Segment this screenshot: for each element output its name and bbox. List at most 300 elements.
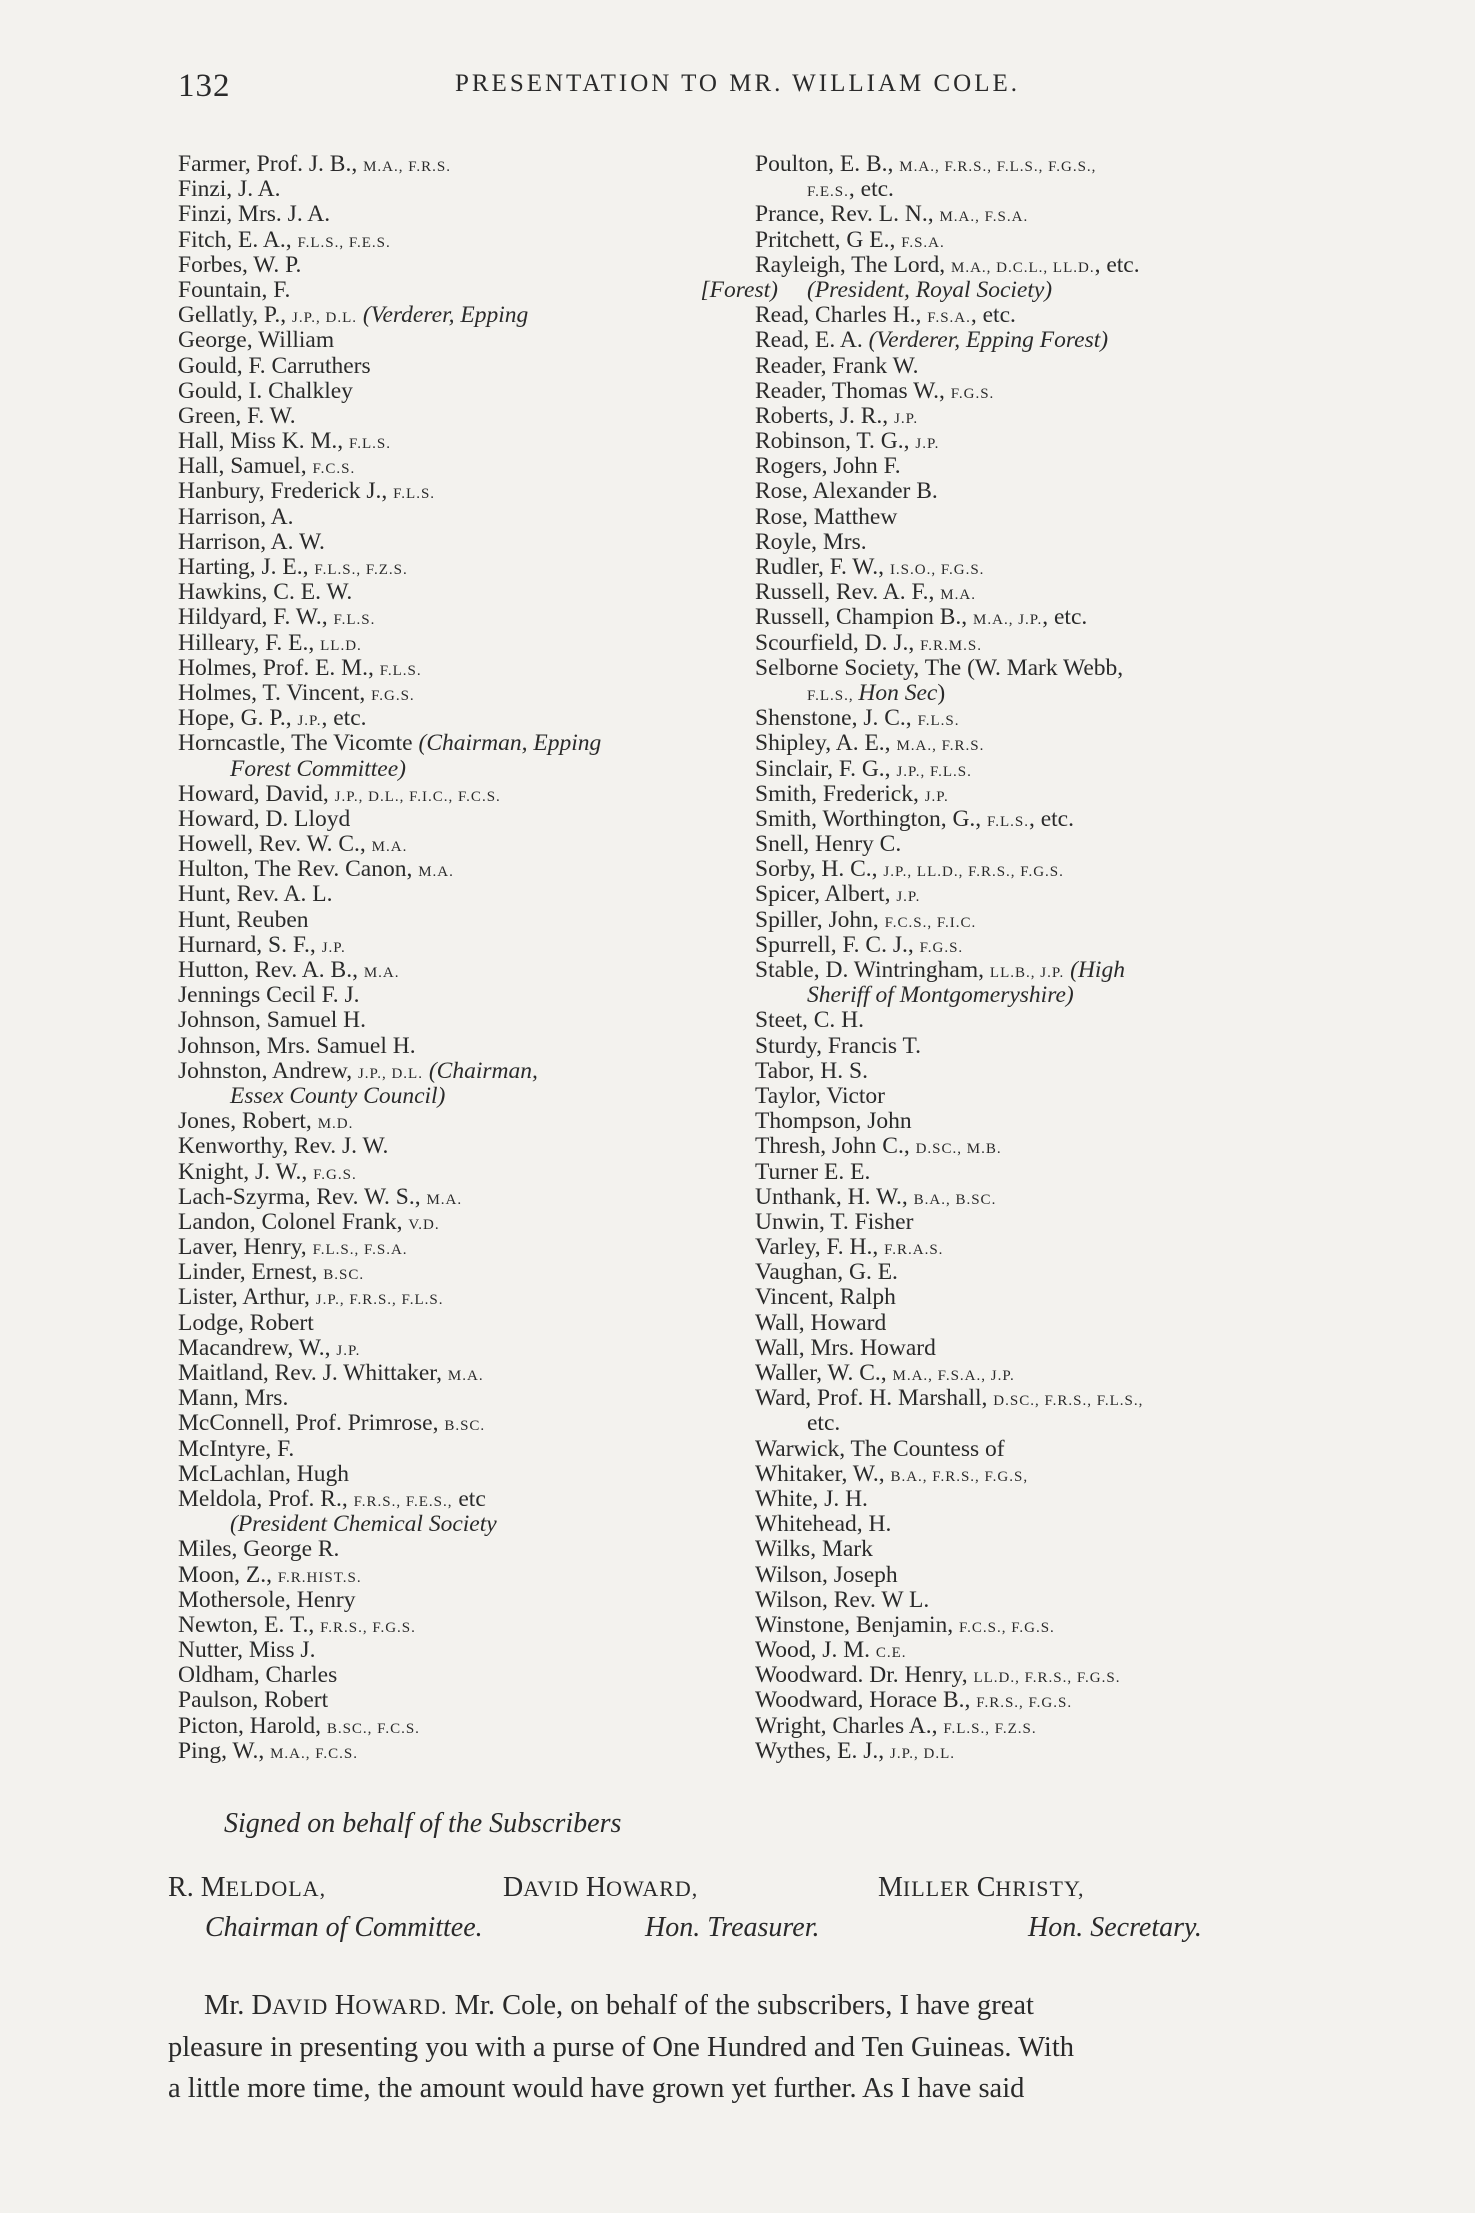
subscriber-entry [178,958,778,983]
subscriber-entry [755,1285,1315,1310]
subscriber-entry [755,933,1315,958]
subscriber-qualifications: D.SC., F.R.S., F.L.S., [993,1393,1144,1410]
subscriber-qualifications: F.L.S. [987,813,1029,830]
subscriber-entry [755,379,1315,404]
subscriber-entry [755,1437,1315,1462]
subscriber-entry [755,479,1315,504]
subscriber-qualifications: M.A. [426,1191,463,1208]
subscriber-entry [755,807,1315,832]
subscriber-entry [755,354,1315,379]
subscriber-entry [755,605,1315,630]
subscriber-name: Wood, J. M. [755,1637,876,1664]
subscriber-qualifications: M.A., F.S.A., J.P. [892,1368,1015,1384]
subscriber-name: Fountain, F. [178,276,291,303]
subscriber-suffix: ) [937,679,946,706]
subscriber-entry [755,1638,1315,1663]
subscriber-name: Farmer, Prof. J. B., [178,151,364,177]
subscriber-entry [178,1134,778,1159]
subscriber-entry [755,1588,1315,1613]
signatory-role-secretary: Hon. Secretary. [1028,1912,1202,1943]
subscriber-note: Forest Committee) [230,755,406,782]
subscriber-name: Meldola, Prof. R., [178,1485,354,1512]
subscriber-name: Gould, F. Carruthers [178,352,371,379]
subscriber-name: Hall, Miss K. M., [178,428,350,455]
subscriber-qualifications: F.S.A. [901,234,945,251]
subscriber-entry [178,555,778,580]
subscriber-name: Harrison, A. [178,503,294,530]
running-title: PRESENTATION TO MR. WILLIAM COLE. [454,70,1021,97]
subscriber-entry [178,228,778,253]
subscriber-entry [178,1210,778,1235]
subscriber-name: Royle, Mrs. [755,528,867,555]
subscriber-entry [178,177,778,202]
subscriber-entry [755,882,1315,907]
subscriber-name: Ward, Prof. H. Marshall, [755,1385,994,1412]
subscriber-entry [178,1311,778,1336]
subscriber-name: Taylor, Victor [755,1082,886,1109]
subscriber-entry [755,757,1315,782]
subscriber-name: Unthank, H. W., [755,1183,914,1210]
subscriber-entry [755,429,1315,454]
subscriber-suffix: , etc. [970,302,1016,329]
subscriber-name: Gellatly, P., [178,302,293,329]
subscriber-suffix: , etc. [321,705,367,732]
subscriber-name: Woodward. Dr. Henry, [755,1662,974,1689]
subscriber-name: Rose, Matthew [755,503,898,530]
subscriber-name: Robinson, T. G., [755,428,916,455]
subscriber-name: Shenstone, J. C., [755,705,918,732]
subscriber-entry [755,782,1315,807]
subscriber-name: Wilks, Mark [755,1536,873,1563]
subscriber-entry [755,152,1315,177]
subscriber-name: Wythes, E. J., [755,1737,890,1764]
subscriber-entry [178,1285,778,1310]
subscriber-name: Thompson, John [755,1108,912,1135]
subscriber-note: Sheriff of Montgomeryshire) [807,982,1074,1009]
subscriber-qualifications: J.P., D.L., F.I.C., F.C.S. [334,788,501,805]
subscriber-note: (Chairman, Epping [418,730,602,757]
subscriber-name: Hildyard, F. W., [178,604,334,631]
subscriber-name: Fitch, E. A., [178,226,298,253]
subscriber-name: Wilson, Joseph [755,1561,898,1588]
subscriber-suffix: , etc. [1094,251,1140,278]
subscriber-entry [178,1109,778,1134]
subscriber-entry [178,1613,778,1638]
subscriber-entry [178,908,778,933]
subscriber-entry [755,505,1315,530]
subscriber-entry [755,731,1315,756]
subscriber-entry [178,1160,778,1185]
subscriber-entry [178,731,778,756]
subscriber-entry [755,1311,1315,1336]
subscriber-name: Miles, George R. [178,1536,340,1563]
subscriber-name: Spicer, Albert, [755,881,897,908]
subscriber-entry [178,983,778,1008]
paragraph-line-3: a little more time, the amount would have grown yet further. As I have said [168,2073,1025,2104]
signatory-role-chairman: Chairman of Committee. [205,1912,483,1943]
subscriber-entry [178,152,778,177]
subscriber-qualifications: F.E.S. [807,184,849,201]
subscriber-note: (President, Royal Society) [807,276,1053,303]
subscriber-qualifications: F.R.S., F.G.S. [320,1619,416,1636]
subscriber-entry [178,1386,778,1411]
subscriber-name: Hope, G. P., [178,705,298,732]
subscriber-entry [178,1336,778,1361]
subscriber-entry [755,228,1315,253]
subscriber-entry [755,1109,1315,1134]
paragraph-line-2: pleasure in presenting you with a purse of One Hundred and Ten Guineas. With [168,2032,1075,2063]
subscriber-name: Holmes, T. Vincent, [178,679,372,706]
subscriber-entry [178,1739,778,1764]
subscriber-qualifications: J.P. [894,410,919,427]
subscriber-qualifications: F.R.S., F.E.S., [353,1493,453,1510]
subscriber-qualifications: F.R.HIST.S. [277,1569,362,1586]
subscriber-name: Howard, D. Lloyd [178,805,351,832]
subscriber-entry [755,656,1315,681]
subscriber-name: George, William [178,327,335,354]
subscriber-note: (Verderer, Epping Forest) [868,327,1109,354]
subscriber-name: Oldham, Charles [178,1662,338,1689]
subscriber-name: Holmes, Prof. E. M., [178,654,380,681]
subscriber-name: Laver, Henry, [178,1234,313,1261]
subscriber-name: Warwick, The Countess of [755,1435,1005,1462]
subscriber-entry [178,1411,778,1436]
subscriber-entry [755,1663,1315,1688]
subscriber-name: Russell, Rev. A. F., [755,579,941,606]
subscriber-entry [755,1084,1315,1109]
subscriber-entry [178,1537,778,1562]
subscriber-entry [755,1714,1315,1739]
subscriber-entry [178,580,778,605]
subscriber-suffix: , etc. [848,176,894,203]
subscriber-name: Jennings Cecil F. J. [178,982,360,1009]
subscriber-qualifications: B.SC. [323,1267,365,1284]
subscriber-name: Unwin, T. Fisher [755,1208,914,1235]
subscriber-suffix: , etc. [1028,805,1074,832]
subscriber-entry-continuation [755,177,1315,202]
subscriber-entry [178,933,778,958]
subscriber-entry [755,631,1315,656]
subscriber-name: Reader, Frank W. [755,352,919,379]
subscriber-name: Steet, C. H. [755,1007,865,1034]
subscriber-name: Finzi, Mrs. J. A. [178,201,331,228]
subscriber-name: Wright, Charles A., [755,1712,944,1739]
subscriber-entry [178,656,778,681]
subscriber-note: (Verderer, Epping [357,302,529,329]
subscriber-entry [755,1386,1315,1411]
subscriber-name: Sorby, H. C., [755,856,884,883]
subscriber-entry [178,479,778,504]
subscriber-name: Turner E. E. [755,1158,871,1185]
subscriber-name: Selborne Society, The (W. Mark Webb, [755,654,1124,681]
subscriber-entry [755,1059,1315,1084]
subscriber-name: Gould, I. Chalkley [178,377,353,404]
subscriber-name: Rose, Alexander B. [755,478,938,505]
subscriber-qualifications: M.D. [317,1116,354,1133]
subscriber-qualifications: M.A., F.S.A. [939,209,1029,226]
subscriber-name: Knight, J. W., [178,1158,314,1185]
subscriber-entry [178,454,778,479]
subscriber-qualifications: F.G.S. [950,385,995,402]
subscriber-name: Newton, E. T., [178,1611,321,1638]
subscriber-name: Forbes, W. P. [178,251,302,278]
subscriber-name: Prance, Rev. L. N., [755,201,940,228]
subscriber-name: Lach-Szyrma, Rev. W. S., [178,1183,427,1210]
subscriber-name: Mann, Mrs. [178,1385,289,1412]
subscriber-entry [755,1361,1315,1386]
page-number: 132 [178,68,231,104]
subscriber-name: Whitehead, H. [755,1511,892,1538]
subscriber-entry [755,303,1315,328]
subscriber-name: Landon, Colonel Frank, [178,1208,409,1235]
subscriber-qualifications: J.P. [336,1342,361,1359]
subscriber-name: Lister, Arthur, [178,1284,316,1311]
subscriber-entry [178,328,778,353]
subscriber-name: Green, F. W. [178,402,296,429]
subscriber-entry [178,202,778,227]
subscriber-qualifications: M.A. [371,839,408,856]
subscriber-qualifications: J.P. [924,788,949,805]
subscriber-name: Reader, Thomas W., [755,377,951,404]
subscriber-name: Lodge, Robert [178,1309,314,1336]
subscriber-qualifications: F.G.S. [919,939,964,956]
subscriber-qualifications: M.A. [940,587,976,604]
subscriber-qualifications: M.A., F.R.S. [363,159,452,175]
subscriber-entry [178,605,778,630]
subscriber-entry-continuation [178,1512,778,1537]
subscriber-name: Sinclair, F. G., [755,755,897,782]
subscriber-name: Ping, W., [178,1737,271,1764]
subscriber-name: Hilleary, F. E., [178,629,321,656]
subscriber-qualifications: F.L.S. [333,612,376,629]
subscriber-note: (High [1064,957,1125,983]
subscriber-qualifications: F.G.S. [313,1166,357,1183]
subscriber-name: Wilson, Rev. W L. [755,1586,930,1613]
subscriber-entry [755,328,1315,353]
subscriber-qualifications: M.A., D.C.L., LL.D. [951,259,1095,276]
subscriber-name: Hall, Samuel, [178,453,313,480]
subscriber-entry [178,1563,778,1588]
subscriber-name: McLachlan, Hugh [178,1460,349,1487]
signatory-name-howard: DAVID HOWARD, [503,1872,699,1903]
subscriber-qualifications: F.L.S. [349,436,391,453]
subscriber-entry [178,1008,778,1033]
subscriber-entry [755,1210,1315,1235]
subscriber-name: Hutton, Rev. A. B., [178,957,364,983]
subscriber-name: Wall, Howard [755,1309,887,1336]
subscriber-entry [755,1260,1315,1285]
subscriber-qualifications: F.S.A. [927,310,971,327]
subscriber-entry [178,1235,778,1260]
subscriber-name: Winstone, Benjamin, [755,1611,959,1638]
subscriber-name: Howard, David, [178,780,335,807]
subscriber-name: Moon, Z., [178,1561,278,1588]
subscriber-list-right-column [755,152,1315,1764]
subscriber-name: Roberts, J. R., [755,402,895,429]
subscriber-list-left-column [178,152,778,1764]
subscriber-name: Paulson, Robert [178,1687,329,1714]
subscriber-qualifications: B.SC. [444,1418,486,1435]
subscriber-entry [755,857,1315,882]
subscriber-name: Jones, Robert, [178,1108,318,1135]
signed-on-behalf-line: Signed on behalf of the Subscribers [224,1808,622,1839]
subscriber-name: Sturdy, Francis T. [755,1032,922,1059]
subscriber-qualifications: F.C.S., F.G.S. [959,1619,1055,1636]
subscriber-name: Read, E. A. [755,327,869,354]
subscriber-entry [178,1361,778,1386]
subscriber-entry [178,1185,778,1210]
subscriber-qualifications: LL.B., J.P. [989,965,1065,981]
subscriber-qualifications: M.A., F.C.S. [270,1745,358,1762]
subscriber-name: Whitaker, W., [755,1460,891,1487]
subscriber-qualifications: M.A., J.P. [973,612,1043,629]
subscriber-entry [755,1537,1315,1562]
subscriber-entry [755,202,1315,227]
subscriber-qualifications: F.C.S., F.I.C. [884,914,977,931]
paragraph-line-1: Mr. DAVID HOWARD. Mr. Cole, on behalf of the subscribers, I have great [204,1990,1034,2021]
subscriber-qualifications: J.P., D.L. [357,1065,423,1082]
subscriber-suffix: etc. [807,1410,841,1437]
subscriber-qualifications: LL.D., F.R.S., F.G.S. [973,1670,1121,1687]
subscriber-suffix: etc [452,1485,486,1512]
subscriber-qualifications: F.L.S., F.Z.S. [943,1720,1037,1737]
subscriber-entry-continuation [755,983,1315,1008]
subscriber-entry [755,1688,1315,1713]
subscriber-note: (President Chemical Society [230,1511,497,1538]
subscriber-entry [178,1462,778,1487]
subscriber-entry [755,832,1315,857]
subscriber-qualifications: F.L.S. [917,713,960,730]
subscriber-qualifications: M.A., F.R.S. [896,738,985,755]
subscriber-qualifications: F.L.S. [379,662,422,679]
subscriber-entry-continuation [755,278,1315,303]
signatory-role-treasurer: Hon. Treasurer. [645,1912,820,1943]
subscriber-entry [178,857,778,882]
subscriber-qualifications: M.A. [363,965,400,981]
subscriber-entry [755,1563,1315,1588]
subscriber-entry [178,782,778,807]
subscriber-name: Johnston, Andrew, [178,1057,358,1084]
subscriber-qualifications: B.A., F.R.S., F.G.S, [890,1468,1029,1485]
subscriber-qualifications: J.P. [297,713,322,730]
subscriber-entry-continuation [755,681,1315,706]
subscriber-name: Rayleigh, The Lord, [755,251,952,278]
subscriber-entry [178,429,778,454]
subscriber-qualifications: J.P., F.R.S., F.L.S. [315,1292,444,1309]
subscriber-entry [178,1034,778,1059]
subscriber-name: Russell, Champion B., [755,604,974,631]
subscriber-name: Johnson, Samuel H. [178,1007,366,1034]
subscriber-entry-continuation [178,1084,778,1109]
subscriber-qualifications: D.SC., M.B. [915,1141,1002,1158]
subscriber-suffix: , etc. [1042,604,1088,631]
subscriber-entry [178,1487,778,1512]
subscriber-entry [755,530,1315,555]
subscriber-entry [178,379,778,404]
subscriber-name: Howell, Rev. W. C., [178,831,372,858]
subscriber-name: Scourfield, D. J., [755,629,921,656]
subscriber-entry [755,908,1315,933]
subscriber-name: Rudler, F. W., [755,554,890,580]
subscriber-entry [755,1008,1315,1033]
subscriber-name: Picton, Harold, [178,1712,327,1739]
subscriber-qualifications: F.G.S. [371,687,415,704]
subscriber-qualifications: F.R.M.S. [920,637,982,654]
subscriber-name: Read, Charles H., [755,302,928,329]
subscriber-entry [755,1185,1315,1210]
subscriber-entry [178,1588,778,1613]
subscriber-name: Varley, F. H., [755,1234,885,1261]
subscriber-note: Hon Sec [858,679,938,706]
subscriber-qualifications: C.E. [875,1645,907,1662]
subscriber-entry [178,253,778,278]
subscriber-entry [178,882,778,907]
subscriber-name: Spiller, John, [755,906,885,933]
subscriber-qualifications: I.S.O., F.G.S. [889,562,985,578]
subscriber-entry [755,253,1315,278]
subscriber-qualifications: F.C.S. [312,461,356,478]
subscriber-name: Vaughan, G. E. [755,1259,898,1286]
subscriber-name: Vincent, Ralph [755,1284,896,1311]
subscriber-entry [178,832,778,857]
subscriber-entry [178,807,778,832]
subscriber-name: Snell, Henry C. [755,831,902,858]
subscriber-name: Finzi, J. A. [178,176,281,203]
subscriber-entry [755,706,1315,731]
subscriber-name: Wall, Mrs. Howard [755,1334,936,1361]
subscriber-name: Hanbury, Frederick J., [178,478,394,505]
subscriber-qualifications: J.P., LL.D., F.R.S., F.G.S. [883,864,1064,881]
subscriber-entry [178,303,778,328]
subscriber-name: Harting, J. E., [178,554,315,580]
subscriber-name: Hunt, Rev. A. L. [178,881,333,908]
subscriber-entry-continuation [755,1411,1315,1436]
subscriber-entry [178,1059,778,1084]
closing-paragraph [168,1985,1323,2109]
subscriber-entry [178,631,778,656]
subscriber-qualifications: V.D. [408,1216,440,1233]
subscriber-entry [755,1487,1315,1512]
subscriber-name: Hurnard, S. F., [178,931,322,958]
subscriber-name: Harrison, A. W. [178,528,325,555]
subscriber-entry [755,1739,1315,1764]
subscriber-entry [178,1663,778,1688]
subscriber-entry [755,1462,1315,1487]
subscriber-entry [178,1260,778,1285]
subscriber-qualifications: J.P., F.L.S. [896,763,972,780]
subscriber-name: Thresh, John C., [755,1133,916,1160]
subscriber-name: Pritchett, G E., [755,226,902,253]
subscriber-qualifications: J.P. [321,939,346,956]
subscriber-entry [178,681,778,706]
subscriber-name: Nutter, Miss J. [178,1637,316,1664]
subscriber-name: Smith, Frederick, [755,780,925,807]
subscriber-qualifications: J.P. [915,436,940,453]
subscriber-qualifications: J.P. [896,889,921,906]
subscriber-qualifications: B.SC., F.C.S. [326,1720,420,1737]
subscriber-name: Rogers, John F. [755,453,901,480]
speaker-name: DAVID HOWARD. [251,1990,448,2021]
subscriber-entry [178,278,778,303]
subscriber-entry [755,1034,1315,1059]
subscriber-entry [755,454,1315,479]
subscriber-entry [755,1336,1315,1361]
subscriber-entry [755,958,1315,983]
subscriber-qualifications: F.R.S., F.G.S. [976,1695,1073,1712]
subscriber-qualifications: F.L.S., [807,687,859,704]
subscriber-name: Macandrew, W., [178,1334,337,1361]
subscriber-qualifications: J.P., D.L. [292,310,358,327]
